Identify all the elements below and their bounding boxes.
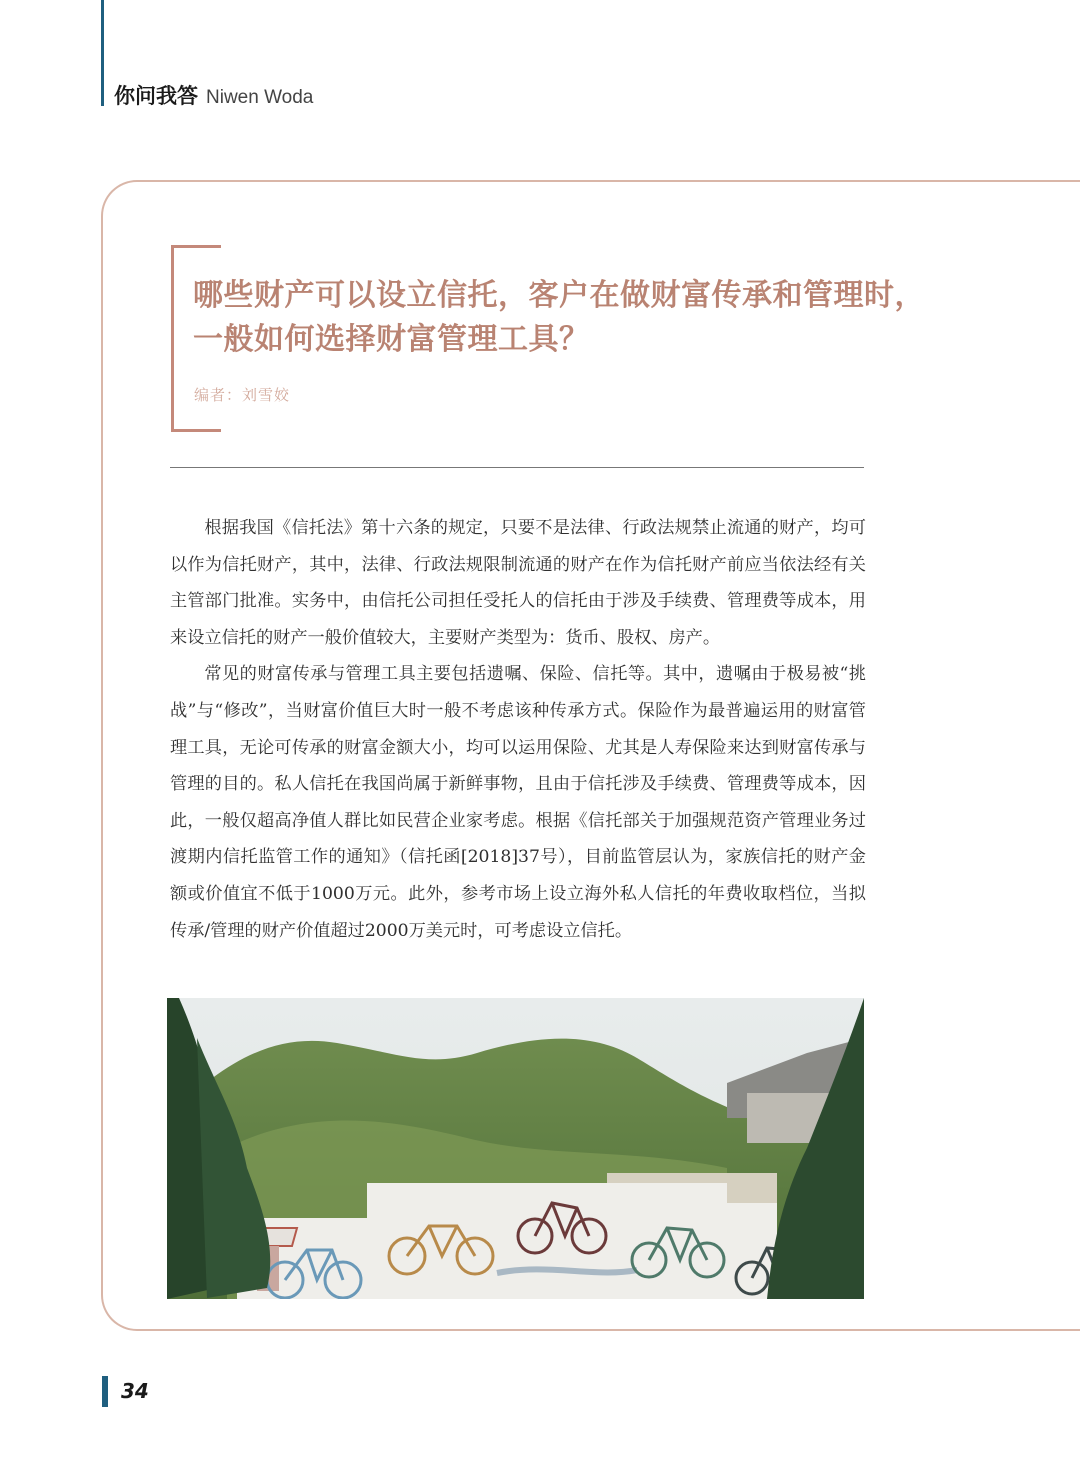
paragraph-2: 常见的财富传承与管理工具主要包括遗嘱、保险、信托等。其中，遗嘱由于极易被“挑战”与“修改”，当财富价值巨大时一般不考虑该种传承方式。保险作为最普遍运用的财富管理工具，无论可传承的财富金额大小，均可以运用保险、尤其是人寿保险来达到财富传承与管理的目的。私人信托在我国尚属于新鲜事物，且由于信托涉及手续费、管理费等成本，因此，一般仅超高净值人群比如民营企业家考虑。根据《信托部关于加强规范资产管理业务过渡期内信托监管工作的通知》（信托函[2018]37号），目前监管层认为，家族信托的财产金额或价值宜不低于1000万元。此外，参考市场上设立海外私人信托的年费收取档位，当拟传承/管理的财产价值超过2000万美元时，可考虑设立信托。: [170, 664, 866, 941]
article-body: [170, 510, 866, 949]
article-author: 编者：刘雪姣: [194, 386, 291, 404]
paragraph-1: 根据我国《信托法》第十六条的规定，只要不是法律、行政法规禁止流通的财产，均可以作为信托财产，其中，法律、行政法规限制流通的财产在作为信托财产前应当依法经有关主管部门批准。实务中，由信托公司担任受托人的信托由于涉及手续费、管理费等成本，用来设立信托的财产一般价值较大，主要财产类型为：货币、股权、房产。: [170, 518, 866, 648]
headline-divider: [170, 467, 864, 468]
article-photo: [167, 998, 864, 1299]
section-title-en: Niwen Woda: [206, 87, 314, 108]
article-headline: 哪些财产可以设立信托，客户在做财富传承和管理时，一般如何选择财富管理工具？: [193, 278, 925, 357]
section-title: [114, 80, 313, 110]
page-number: 34: [121, 1379, 149, 1403]
header-accent-bar: [101, 0, 104, 106]
photo-illustration: [167, 998, 864, 1299]
section-title-zh: 你问我答: [114, 84, 198, 108]
page-number-bar: [102, 1376, 108, 1407]
